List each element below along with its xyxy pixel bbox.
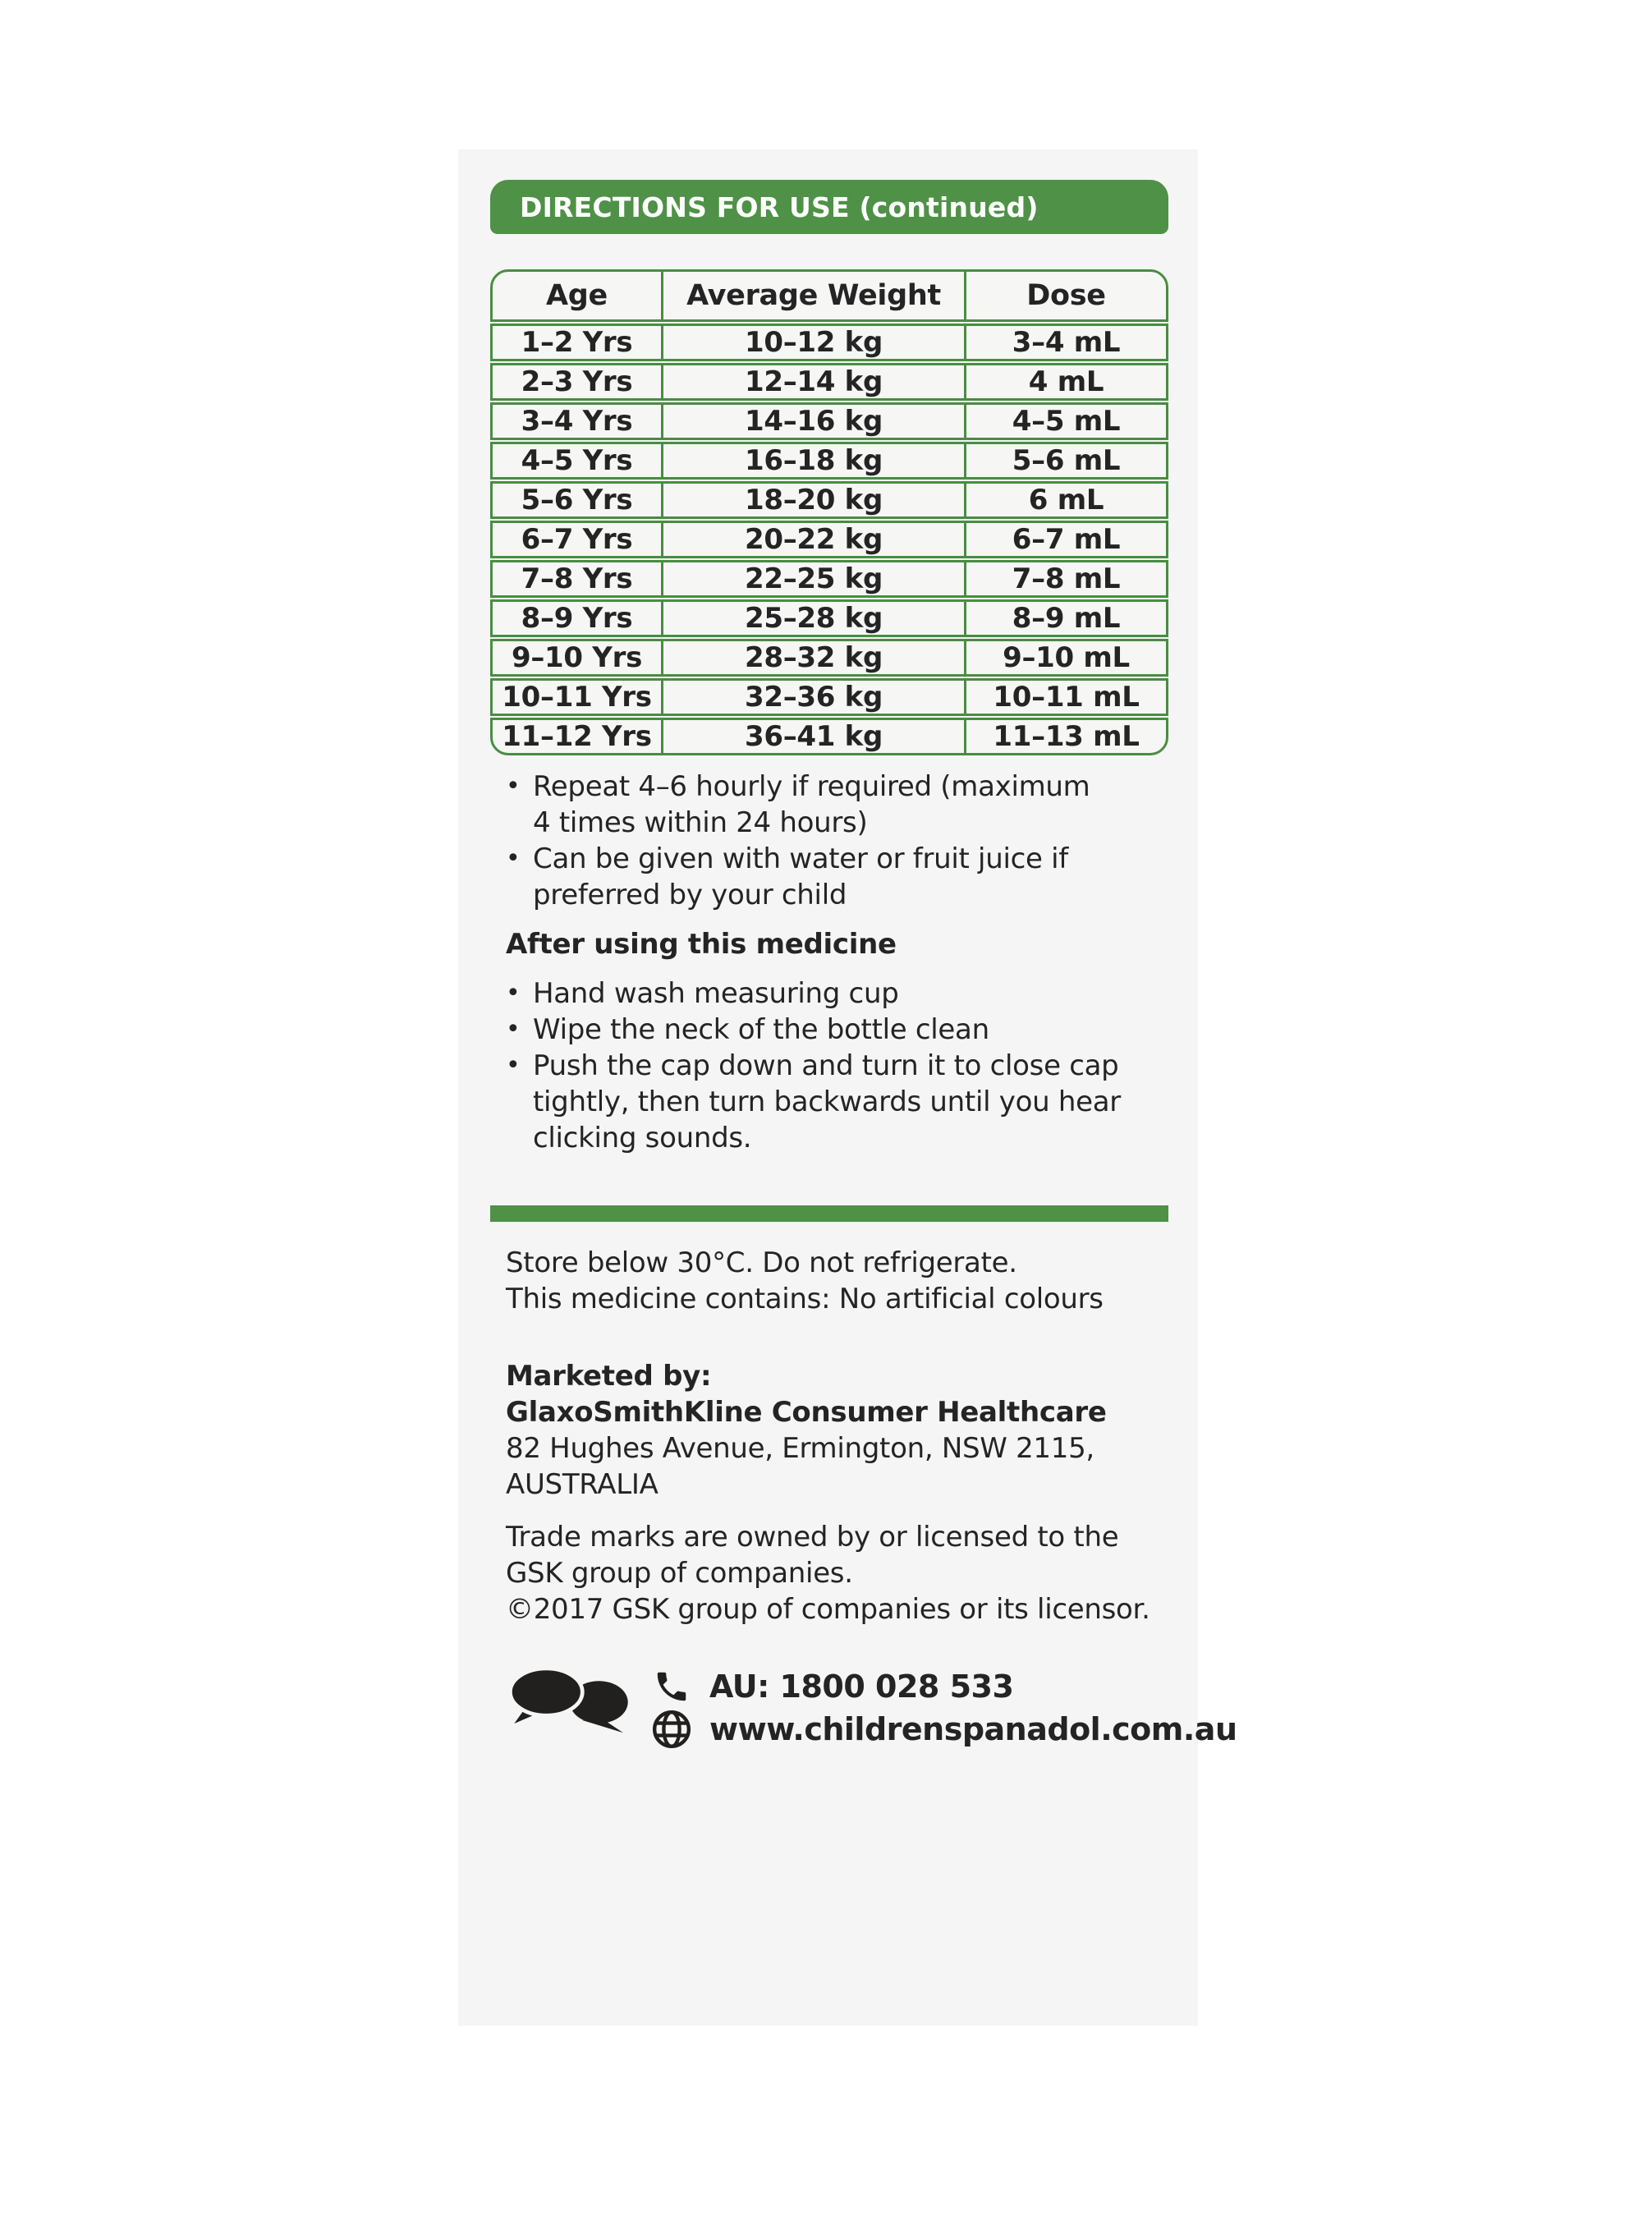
globe-icon — [650, 1708, 693, 1751]
marketed-by-block — [506, 1358, 1168, 1503]
bullet-line: clicking sounds. — [533, 1122, 752, 1154]
green-divider-bar — [490, 1205, 1168, 1222]
table-row — [490, 442, 1168, 480]
phone-icon — [650, 1665, 693, 1708]
table-row — [490, 678, 1168, 716]
table-cell: 3–4 Yrs — [521, 405, 633, 438]
table-row — [490, 363, 1168, 401]
table-row — [490, 402, 1168, 440]
table-cell: 6–7 Yrs — [521, 523, 633, 556]
dose-table — [490, 269, 1168, 755]
text-line: GlaxoSmithKline Consumer Healthcare — [506, 1396, 1107, 1429]
table-cell: 18–20 kg — [661, 484, 964, 516]
bullet-dot: • — [506, 1015, 521, 1044]
table-cell: 5–6 Yrs — [521, 484, 633, 516]
table-cell: 16–18 kg — [661, 444, 964, 477]
table-cell: 4–5 mL — [964, 405, 1166, 438]
bullet-dot: • — [506, 844, 521, 873]
contact-lines — [650, 1665, 1237, 1751]
bullet-line: Can be given with water or fruit juice if — [533, 842, 1068, 875]
speech-bubbles-icon — [506, 1667, 634, 1737]
table-cell: 9–10 mL — [964, 641, 1166, 674]
text-line: AUSTRALIA — [506, 1468, 659, 1501]
text-line: 82 Hughes Avenue, Ermington, NSW 2115, — [506, 1432, 1094, 1465]
bullet-line: Hand wash measuring cup — [533, 977, 899, 1010]
bullet-line: Repeat 4–6 hourly if required (maximum — [533, 770, 1090, 803]
section-header-banner — [490, 180, 1168, 234]
table-cell: 28–32 kg — [661, 641, 964, 674]
bullet-item — [506, 1048, 1168, 1156]
table-cell: 2–3 Yrs — [521, 365, 633, 398]
bullet-item — [506, 841, 1168, 913]
table-cell: 8–9 Yrs — [521, 602, 633, 635]
table-cell: 6 mL — [964, 484, 1166, 516]
table-cell: 8–9 mL — [964, 602, 1166, 635]
table-cell: 20–22 kg — [661, 523, 964, 556]
table-cell: 10–12 kg — [661, 326, 964, 359]
table-cell: 4–5 Yrs — [521, 444, 633, 477]
bullet-line: tightly, then turn backwards until you hear — [533, 1086, 1121, 1118]
bullet-dot: • — [506, 1051, 521, 1080]
table-cell: 36–41 kg — [661, 720, 964, 753]
table-cell: 11–13 mL — [964, 720, 1166, 753]
bullet-dot: • — [506, 772, 521, 801]
table-row — [490, 599, 1168, 637]
website-row — [650, 1708, 1237, 1751]
table-cell: 5–6 mL — [964, 444, 1166, 477]
table-header-row — [490, 269, 1168, 322]
phone-number-label: AU: 1800 028 533 — [709, 1668, 1014, 1705]
table-cell: 14–16 kg — [661, 405, 964, 438]
table-row — [490, 639, 1168, 677]
bullet-line: preferred by your child — [533, 879, 847, 911]
storage-block — [506, 1245, 1168, 1317]
table-cell: 10–11 mL — [964, 681, 1166, 714]
table-cell: 12–14 kg — [661, 365, 964, 398]
table-cell: Age — [546, 279, 608, 312]
label-panel — [458, 149, 1237, 2026]
table-cell: 32–36 kg — [661, 681, 964, 714]
table-cell: 7–8 Yrs — [521, 562, 633, 595]
table-cell: 22–25 kg — [661, 562, 964, 595]
table-cell: Average Weight — [661, 272, 964, 319]
usage-bullets — [506, 769, 1168, 913]
trademark-legal-block — [506, 1519, 1168, 1627]
website-label: www.childrenspanadol.com.au — [709, 1711, 1237, 1747]
table-row — [490, 718, 1168, 755]
bullet-item — [506, 769, 1168, 841]
contact-block — [506, 1665, 1237, 1751]
bullet-item — [506, 1012, 1168, 1048]
text-line: Store below 30°C. Do not refrigerate. — [506, 1246, 1017, 1279]
bullet-item — [506, 975, 1168, 1012]
text-line: Trade marks are owned by or licensed to the — [506, 1521, 1119, 1554]
table-cell: 11–12 Yrs — [502, 720, 652, 753]
table-cell: 3–4 mL — [964, 326, 1166, 359]
table-cell: 10–11 Yrs — [502, 681, 652, 714]
table-cell: Dose — [964, 272, 1166, 319]
bullet-dot: • — [506, 979, 521, 1008]
table-cell: 9–10 Yrs — [511, 641, 643, 674]
text-line: This medicine contains: No artificial colours — [506, 1283, 1104, 1315]
after-using-bullets — [506, 975, 1168, 1156]
bullet-line: Push the cap down and turn it to close cap — [533, 1049, 1119, 1082]
table-cell: 1–2 Yrs — [521, 326, 633, 359]
bullet-line: 4 times within 24 hours) — [533, 806, 868, 839]
text-line: Marketed by: — [506, 1360, 712, 1393]
phone-row — [650, 1665, 1237, 1708]
table-row — [490, 521, 1168, 558]
table-cell: 25–28 kg — [661, 602, 964, 635]
table-row — [490, 481, 1168, 519]
section-title: DIRECTIONS FOR USE (continued) — [520, 190, 1039, 223]
table-cell: 4 mL — [964, 365, 1166, 398]
table-cell: 7–8 mL — [964, 562, 1166, 595]
table-row — [490, 560, 1168, 598]
text-line: ©2017 GSK group of companies or its licensor. — [506, 1593, 1150, 1626]
text-line: GSK group of companies. — [506, 1557, 853, 1590]
table-row — [490, 324, 1168, 361]
after-using-heading: After using this medicine — [506, 928, 897, 961]
bullet-line: Wipe the neck of the bottle clean — [533, 1013, 989, 1046]
table-cell: 6–7 mL — [964, 523, 1166, 556]
